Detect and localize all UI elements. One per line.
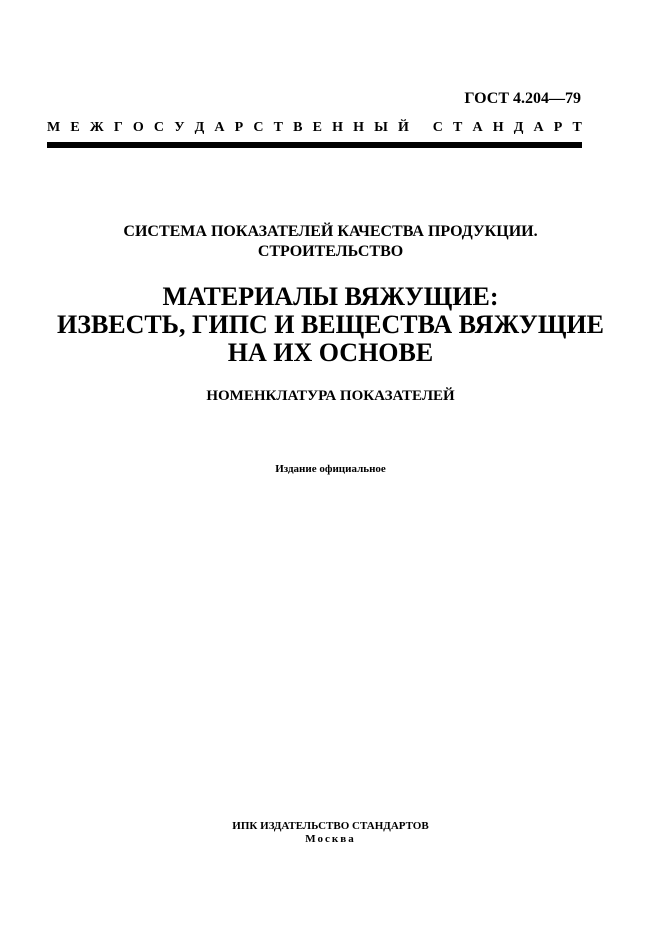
- header-rule: [47, 142, 582, 148]
- category-letter: Н: [332, 120, 343, 135]
- publisher-name: ИПК ИЗДАТЕЛЬСТВО СТАНДАРТОВ: [232, 820, 429, 832]
- publisher: [0, 820, 661, 846]
- publisher-city: Москва: [305, 833, 356, 845]
- category-letter: Т: [452, 120, 463, 135]
- category-letter: Й: [398, 120, 409, 135]
- category-letter: М: [47, 120, 61, 135]
- category-letter: Е: [312, 120, 322, 135]
- main-title: [0, 283, 661, 367]
- system-title-line2: СТРОИТЕЛЬСТВО: [257, 243, 404, 260]
- category-letter: С: [153, 120, 165, 135]
- category-letter: Т: [572, 120, 582, 135]
- category-letter: Т: [273, 120, 283, 135]
- category-letter: Н: [492, 120, 504, 135]
- category-letter: Г: [113, 120, 123, 135]
- category-letter: Н: [353, 120, 364, 135]
- category-letter: А: [214, 120, 225, 135]
- subtitle: НОМЕНКЛАТУРА ПОКАЗАТЕЛЕЙ: [206, 388, 455, 404]
- category-letter: Р: [234, 120, 244, 135]
- main-title-line1: МАТЕРИАЛЫ ВЯЖУЩИЕ:: [162, 282, 499, 311]
- system-title: [0, 222, 661, 262]
- category-letter: Ж: [89, 120, 104, 135]
- category-letter: Ы: [374, 120, 388, 135]
- category-letter: А: [472, 120, 483, 135]
- main-title-line2: ИЗВЕСТЬ, ГИПС И ВЕЩЕСТВА ВЯЖУЩИЕ: [57, 310, 604, 339]
- category-letter: С: [253, 120, 264, 135]
- main-title-line3: НА ИХ ОСНОВЕ: [227, 338, 434, 367]
- category-letter: С: [432, 120, 443, 135]
- system-title-line1: СИСТЕМА ПОКАЗАТЕЛЕЙ КАЧЕСТВА ПРОДУКЦИИ.: [123, 223, 538, 240]
- standard-code: ГОСТ 4.204—79: [464, 90, 581, 107]
- edition-note: Издание официальное: [275, 463, 386, 475]
- category-letter: Д: [194, 120, 205, 135]
- category-letter: [419, 120, 423, 136]
- category-letter: А: [533, 120, 544, 135]
- category-letter: О: [132, 120, 144, 135]
- standard-category: [47, 120, 582, 136]
- category-letter: У: [174, 120, 185, 135]
- category-letter: Е: [70, 120, 80, 135]
- category-letter: Р: [553, 120, 563, 135]
- category-letter: Д: [513, 120, 524, 135]
- category-letter: В: [293, 120, 303, 135]
